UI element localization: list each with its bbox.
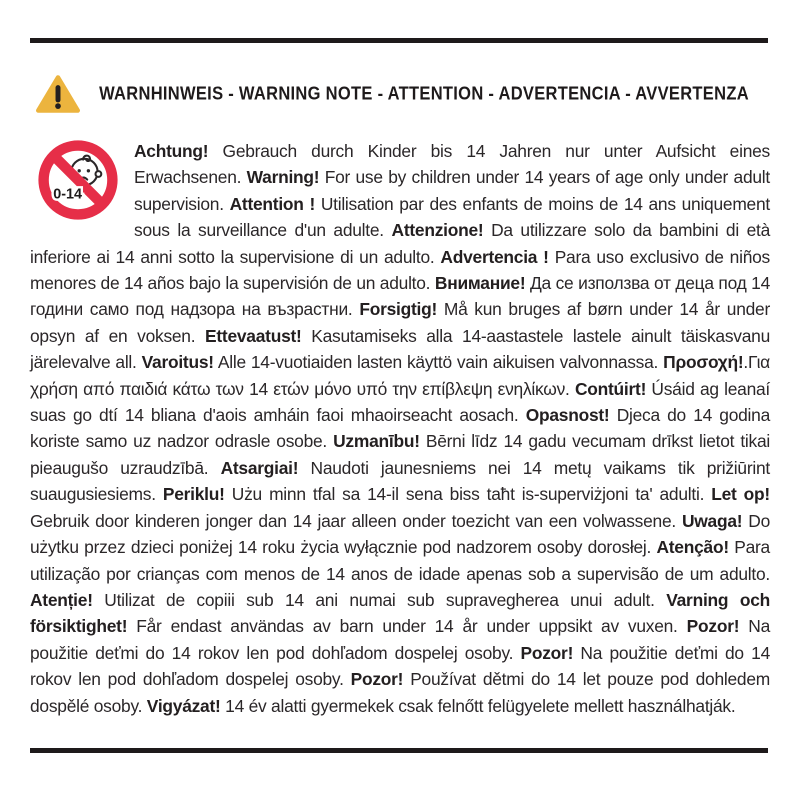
warning-triangle-icon xyxy=(36,74,80,114)
no-children-under-14-icon xyxy=(38,140,118,220)
bottom-rule xyxy=(30,748,768,753)
warning-text-section xyxy=(30,138,770,746)
page-title: WARNHINWEIS - WARNING NOTE - ATTENTION - ADVERTENCIA - AVVERTENZA xyxy=(99,83,749,104)
warning-paragraph: Achtung! Gebrauch durch Kinder bis 14 Jahren nur unter Aufsicht eines Erwachsenen. Warning! For use by children under 14 years of age only under adult supervision. Attention ! Utilisation par des enfants de moins de 14 ans uniquement sous la surveillance d'un adulte. Attenzione! Da utilizzare solo da bambini di età inferiore ai 14 anni sotto la supervisione di un adulto. Advertencia ! Para uso exclusivo de niños menores de 14 años bajo la supervisión de un adulto. Внимание! Да се използва от деца под 14 години само под надзора на възрастни. Forsigtig! Må kun bruges af børn under 14 år under opsyn af en voksen. Ettevaatust! Kasutamiseks alla 14-aastastele lastele ainult täiskasvanu järelevalve all. Varoitus! Alle 14-vuotiaiden lasten käyttö vain aikuisen valvonnassa. Προσοχή!.Για χρήση από παιδιά κάτω των 14 ετών μόνο υπό την επίβλεψη ενηλίκων. Contúirt! Úsáid ag leanaí suas go dtí 14 bliana d'aois amháin faoi mhaoirseacht aosach. Opasnost! Djeca do 14 godina koriste samo uz nadzor odrasle osobe. Uzmanību! Bērni līdz 14 gadu vecumam drīkst lietot tikai pieaugušo uzraudzībā. Atsargiai! Naudoti jaunesniems nei 14 metų vaikams tik prižiūrint suaugusiesiems. Periklu! Użu minn tfal sa 14-il sena biss taħt is-superviżjoni ta' adulti. Let op! Gebruik door kinderen jonger dan 14 jaar alleen onder toezicht van een volwassene. Uwaga! Do użytku przez dzieci poniżej 14 roku życia wyłącznie pod nadzorem osoby dorosłej. Atenção! Para utilização por crianças com menos de 14 anos de idade apenas sob a supervisão de um adulto. Atenție! Utilizat de copiii sub 14 ani numai sub supravegherea unui adult. Varning och försiktighet! Får endast användas av barn under 14 år under uppsikt av vuxen. Pozor! Na použitie deťmi do 14 rokov len pod dohľadom dospelej osoby. Pozor! Na použitie deťmi do 14 rokov len pod dohľadom dospelej osoby. Pozor! Používat dětmi do 14 let pouze pod dohledem dospělé osoby. Vigyázat! 14 év alatti gyermekek csak felnőtt felügyelete mellett használhatják. xyxy=(30,141,771,716)
age-range-label: 0-14 xyxy=(53,186,83,203)
note-header xyxy=(30,72,768,116)
top-rule xyxy=(30,38,768,43)
